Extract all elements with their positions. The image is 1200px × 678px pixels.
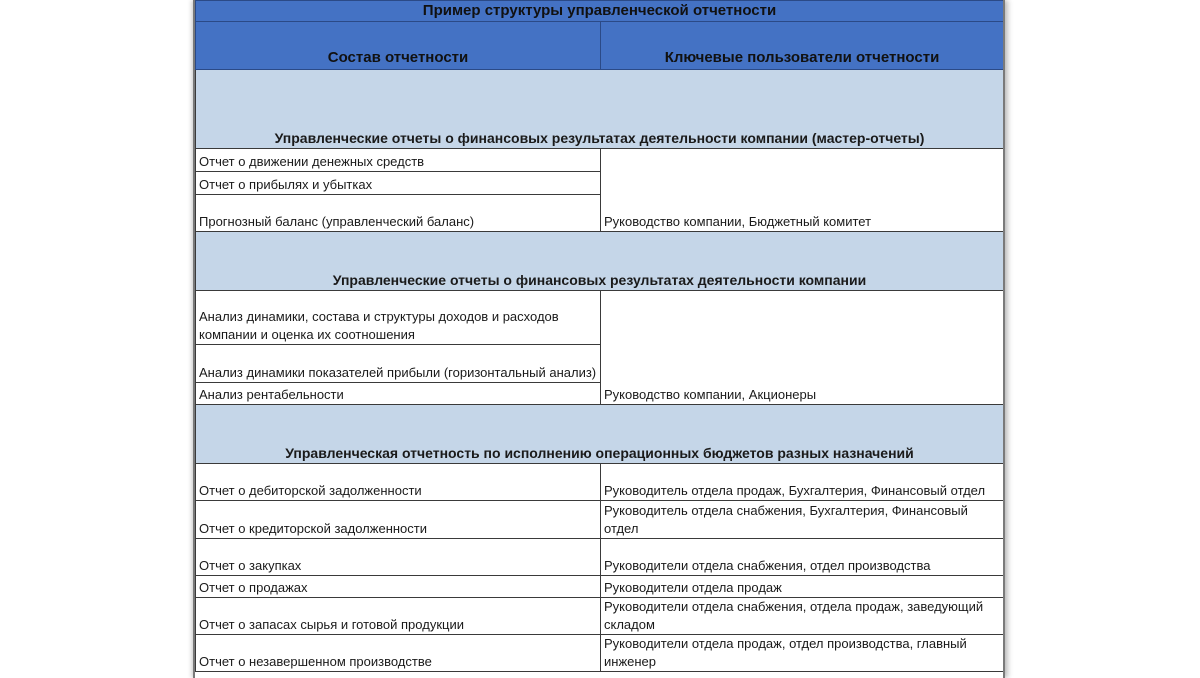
table-row [196,539,1004,576]
report-users: Руководитель отдела продаж, Бухгалтерия, Финансовый отдел [601,464,1004,501]
column-header-users: Ключевые пользователи отчетности [601,22,1004,70]
report-name: Отчет о кредиторской задолженности [196,501,601,539]
title-row [196,1,1004,22]
report-name: Отчет о запасах сырья и готовой продукции [196,598,601,635]
report-name: Отчет о продажах [196,576,601,598]
table-row [196,635,1004,672]
report-name: Анализ динамики, состава и структуры доходов и расходов компании и оценка их соотношения [196,291,601,345]
section-header-row [196,232,1004,291]
table-row [196,464,1004,501]
column-header-composition: Состав отчетности [196,22,601,70]
section-header-row [196,405,1004,464]
section-header-row [196,70,1004,149]
report-users: Руководители отдела снабжения, отдела продаж, заведующий складом [601,598,1004,635]
report-structure-table [195,0,1004,672]
table-row [196,576,1004,598]
table-row [196,598,1004,635]
section-title: Управленческая отчетность по исполнению операционных бюджетов разных назначений [196,405,1004,464]
report-name: Отчет о движении денежных средств [196,149,601,172]
report-structure-sheet [193,0,1005,678]
report-name: Отчет о прибылях и убытках [196,172,601,195]
table-row [196,291,1004,345]
report-users: Руководители отдела продаж [601,576,1004,598]
report-users: Руководитель отдела снабжения, Бухгалтерия, Финансовый отдел [601,501,1004,539]
table-row [196,501,1004,539]
column-header-row [196,22,1004,70]
report-users: Руководители отдела продаж, отдел производства, главный инженер [601,635,1004,672]
section-title: Управленческие отчеты о финансовых результатах деятельности компании (мастер-отчеты) [196,70,1004,149]
report-name: Анализ динамики показателей прибыли (горизонтальный анализ) [196,345,601,383]
report-name: Отчет о дебиторской задолженности [196,464,601,501]
report-users: Руководство компании, Акционеры [601,291,1004,405]
table-row [196,149,1004,172]
report-name: Прогнозный баланс (управленческий баланс) [196,195,601,232]
report-name: Отчет о незавершенном производстве [196,635,601,672]
report-users: Руководство компании, Бюджетный комитет [601,149,1004,232]
table-title: Пример структуры управленческой отчетности [196,1,1004,22]
report-name: Анализ рентабельности [196,383,601,405]
section-title: Управленческие отчеты о финансовых результатах деятельности компании [196,232,1004,291]
report-users: Руководители отдела снабжения, отдел производства [601,539,1004,576]
report-name: Отчет о закупках [196,539,601,576]
